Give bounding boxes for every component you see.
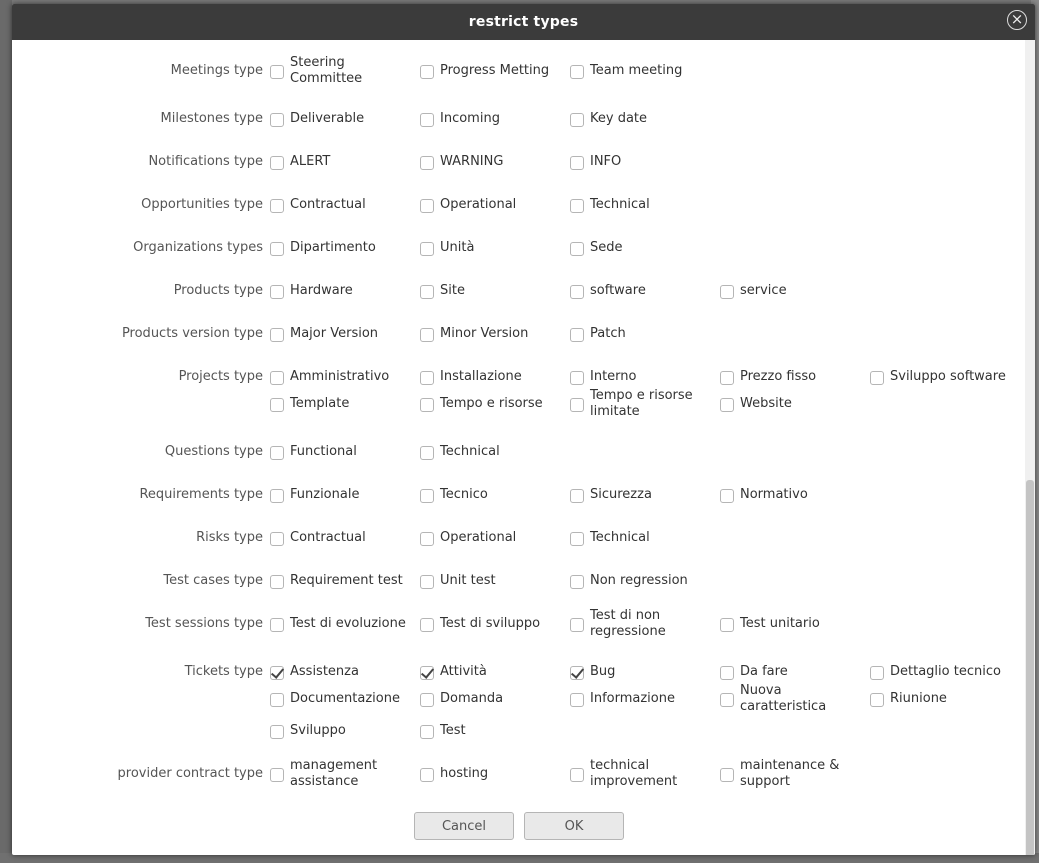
row-label: Organizations types	[133, 240, 263, 255]
option-label: Dipartimento	[290, 240, 376, 255]
checkbox[interactable]	[570, 242, 584, 256]
checkbox[interactable]	[720, 285, 734, 299]
type-option[interactable]	[720, 388, 868, 420]
option-label: maintenance & support	[740, 758, 840, 789]
row-label: Test cases type	[163, 573, 263, 588]
checkbox[interactable]	[570, 532, 584, 546]
checkbox[interactable]	[420, 242, 434, 256]
option-label: Steering Committee	[290, 55, 363, 86]
checkbox[interactable]	[270, 156, 284, 170]
checkbox[interactable]	[420, 199, 434, 213]
option-label: Template	[290, 396, 350, 411]
option-label: hosting	[440, 766, 489, 781]
option-label: technical improvement	[590, 758, 678, 789]
option-label: Key date	[590, 111, 648, 126]
row-label: Products type	[173, 283, 263, 298]
type-option[interactable]	[570, 683, 718, 715]
option-label: Documentazione	[290, 691, 400, 706]
type-option[interactable]	[420, 146, 568, 178]
type-option[interactable]	[420, 103, 568, 135]
option-label: Nuova caratteristica	[740, 683, 827, 714]
type-option[interactable]	[420, 388, 568, 420]
type-option[interactable]	[570, 318, 718, 350]
checkbox[interactable]	[570, 65, 584, 79]
type-option[interactable]	[570, 103, 718, 135]
type-option[interactable]	[870, 361, 1018, 393]
dialog-titlebar	[12, 4, 1035, 40]
checkbox[interactable]	[270, 532, 284, 546]
option-label: Unità	[440, 240, 475, 255]
scrollbar[interactable]	[1025, 40, 1035, 855]
type-option[interactable]	[270, 436, 418, 468]
option-label: Bug	[590, 664, 616, 679]
type-option[interactable]	[420, 479, 568, 511]
option-label: Deliverable	[290, 111, 365, 126]
checkbox[interactable]	[570, 328, 584, 342]
option-label: INFO	[590, 154, 622, 169]
option-label: Technical	[590, 530, 650, 545]
row-label: Products version type	[121, 326, 263, 341]
type-option[interactable]	[570, 522, 718, 554]
checkbox[interactable]	[870, 371, 884, 385]
option-label: Sviluppo software	[890, 369, 1006, 384]
option-label: Unit test	[440, 573, 496, 588]
row-label: Opportunities type	[141, 197, 263, 212]
option-label: Sicurezza	[590, 487, 652, 502]
option-label: Test di evoluzione	[290, 616, 406, 631]
type-option[interactable]	[270, 683, 418, 715]
checkbox[interactable]	[720, 371, 734, 385]
checkbox[interactable]	[420, 768, 434, 782]
checkbox[interactable]	[270, 199, 284, 213]
restrict-types-dialog	[12, 4, 1035, 855]
checkbox-checked[interactable]	[570, 666, 584, 680]
checkbox[interactable]	[570, 398, 584, 412]
option-label: Sviluppo	[290, 723, 346, 738]
type-option[interactable]	[720, 479, 868, 511]
option-label: Hardware	[290, 283, 353, 298]
checkbox[interactable]	[420, 618, 434, 632]
checkbox[interactable]	[720, 768, 734, 782]
checkbox[interactable]	[420, 65, 434, 79]
background-app-left	[0, 0, 12, 863]
row-label: Questions type	[164, 444, 263, 459]
checkbox[interactable]	[270, 575, 284, 589]
checkbox[interactable]	[420, 328, 434, 342]
checkbox[interactable]	[270, 618, 284, 632]
row-label: Projects type	[178, 369, 263, 384]
checkbox[interactable]	[420, 113, 434, 127]
checkbox[interactable]	[420, 575, 434, 589]
option-label: Contractual	[290, 197, 366, 212]
checkbox[interactable]	[420, 446, 434, 460]
type-option[interactable]	[420, 275, 568, 307]
checkbox[interactable]	[270, 242, 284, 256]
checkbox[interactable]	[270, 371, 284, 385]
type-option[interactable]	[270, 608, 418, 640]
option-label: Tecnico	[440, 487, 488, 502]
checkbox[interactable]	[420, 371, 434, 385]
type-option[interactable]	[420, 565, 568, 597]
type-option[interactable]	[720, 275, 868, 307]
option-label: Riunione	[890, 691, 947, 706]
option-label: Funzionale	[290, 487, 360, 502]
option-label: Informazione	[590, 691, 675, 706]
option-label: Operational	[440, 530, 517, 545]
checkbox[interactable]	[570, 371, 584, 385]
checkbox-checked[interactable]	[270, 666, 284, 680]
row-label: Tickets type	[184, 664, 263, 679]
checkbox[interactable]	[870, 693, 884, 707]
checkbox[interactable]	[270, 446, 284, 460]
type-option[interactable]	[270, 189, 418, 221]
type-option[interactable]	[270, 55, 418, 87]
types-form	[12, 40, 1025, 855]
option-label: Non regression	[590, 573, 688, 588]
checkbox[interactable]	[870, 666, 884, 680]
option-label: Tempo e risorse	[440, 396, 543, 411]
option-label: WARNING	[440, 154, 504, 169]
checkbox[interactable]	[420, 398, 434, 412]
type-option[interactable]	[270, 103, 418, 135]
option-label: Domanda	[440, 691, 504, 706]
checkbox[interactable]	[420, 693, 434, 707]
type-option[interactable]	[570, 565, 718, 597]
row-label: Requirements type	[139, 487, 263, 502]
type-option[interactable]	[420, 683, 568, 715]
row-label: Milestones type	[160, 111, 263, 126]
option-label: Incoming	[440, 111, 500, 126]
checkbox[interactable]	[570, 693, 584, 707]
option-label: ALERT	[290, 154, 331, 169]
checkbox[interactable]	[270, 725, 284, 739]
type-option[interactable]	[420, 55, 568, 87]
type-option[interactable]	[270, 146, 418, 178]
option-label: Amministrativo	[290, 369, 390, 384]
checkbox[interactable]	[420, 532, 434, 546]
checkbox[interactable]	[420, 285, 434, 299]
type-option[interactable]	[570, 189, 718, 221]
type-option[interactable]	[570, 758, 718, 790]
option-label: Dettaglio tecnico	[890, 664, 1001, 679]
checkbox[interactable]	[420, 725, 434, 739]
option-label: Test unitario	[740, 616, 820, 631]
type-option[interactable]	[270, 275, 418, 307]
checkbox[interactable]	[720, 618, 734, 632]
type-option[interactable]	[570, 55, 718, 87]
checkbox[interactable]	[570, 575, 584, 589]
type-option[interactable]	[870, 683, 1018, 715]
type-option[interactable]	[570, 608, 718, 640]
type-option[interactable]	[720, 608, 868, 640]
row-label: Test sessions type	[145, 616, 263, 631]
option-label: management assistance	[290, 758, 378, 789]
checkbox[interactable]	[570, 285, 584, 299]
row-label: Notifications type	[148, 154, 263, 169]
type-option[interactable]	[270, 318, 418, 350]
option-label: Normativo	[740, 487, 808, 502]
option-label: software	[590, 283, 646, 298]
checkbox-checked[interactable]	[420, 666, 434, 680]
type-option[interactable]	[420, 232, 568, 264]
dialog-title: restrict types	[468, 14, 579, 30]
option-label: Interno	[590, 369, 637, 384]
option-label: Sede	[590, 240, 623, 255]
option-label: Attività	[440, 664, 487, 679]
checkbox[interactable]	[270, 113, 284, 127]
type-option[interactable]	[270, 232, 418, 264]
checkbox[interactable]	[570, 199, 584, 213]
type-option[interactable]	[270, 715, 418, 747]
option-label: Da fare	[740, 664, 788, 679]
type-option[interactable]	[570, 146, 718, 178]
type-option[interactable]	[420, 522, 568, 554]
type-option[interactable]	[570, 479, 718, 511]
option-label: service	[740, 283, 787, 298]
option-label: Technical	[440, 444, 500, 459]
checkbox[interactable]	[720, 693, 734, 707]
type-option[interactable]	[420, 436, 568, 468]
checkbox[interactable]	[720, 489, 734, 503]
option-label: Functional	[290, 444, 357, 459]
type-option[interactable]	[270, 565, 418, 597]
type-option[interactable]	[420, 715, 568, 747]
option-label: Technical	[590, 197, 650, 212]
checkbox[interactable]	[270, 328, 284, 342]
type-option[interactable]	[570, 275, 718, 307]
option-label: Prezzo fisso	[740, 369, 817, 384]
option-label: Requirement test	[290, 573, 403, 588]
type-option[interactable]	[720, 758, 868, 790]
checkbox[interactable]	[720, 398, 734, 412]
checkbox[interactable]	[570, 113, 584, 127]
option-label: Test di non regressione	[590, 608, 666, 639]
checkbox[interactable]	[570, 489, 584, 503]
type-option[interactable]	[420, 758, 568, 790]
option-label: Contractual	[290, 530, 366, 545]
checkbox[interactable]	[270, 489, 284, 503]
checkbox[interactable]	[270, 65, 284, 79]
checkbox[interactable]	[270, 768, 284, 782]
close-icon[interactable]: ×	[1007, 10, 1027, 30]
row-label: provider contract type	[117, 766, 263, 781]
type-option[interactable]	[270, 479, 418, 511]
option-label: Patch	[590, 326, 626, 341]
cancel-button[interactable]: Cancel	[414, 812, 514, 840]
option-label: Tempo e risorse limitate	[590, 388, 693, 419]
option-label: Test di sviluppo	[440, 616, 541, 631]
option-label: Minor Version	[440, 326, 529, 341]
scrollbar-thumb[interactable]	[1026, 480, 1034, 855]
row-label: Meetings type	[170, 63, 263, 78]
row-label: Risks type	[196, 530, 263, 545]
checkbox[interactable]	[270, 398, 284, 412]
option-label: Operational	[440, 197, 517, 212]
checkbox[interactable]	[270, 693, 284, 707]
ok-button[interactable]: OK	[524, 812, 624, 840]
option-label: Site	[440, 283, 465, 298]
option-label: Assistenza	[290, 664, 359, 679]
type-option[interactable]	[420, 608, 568, 640]
checkbox[interactable]	[420, 156, 434, 170]
type-option[interactable]	[570, 388, 718, 420]
type-option[interactable]	[720, 683, 868, 715]
option-label: Progress Metting	[440, 63, 550, 78]
type-option[interactable]	[570, 232, 718, 264]
type-option[interactable]	[420, 318, 568, 350]
checkbox[interactable]	[720, 666, 734, 680]
option-label: Installazione	[440, 369, 522, 384]
option-label: Test	[440, 723, 466, 738]
checkbox[interactable]	[570, 156, 584, 170]
type-option[interactable]	[270, 758, 418, 790]
type-option[interactable]	[270, 388, 418, 420]
option-label: Major Version	[290, 326, 379, 341]
checkbox[interactable]	[270, 285, 284, 299]
checkbox[interactable]	[570, 618, 584, 632]
option-label: Website	[740, 396, 792, 411]
checkbox[interactable]	[420, 489, 434, 503]
type-option[interactable]	[270, 522, 418, 554]
checkbox[interactable]	[570, 768, 584, 782]
option-label: Team meeting	[590, 63, 683, 78]
type-option[interactable]	[420, 189, 568, 221]
